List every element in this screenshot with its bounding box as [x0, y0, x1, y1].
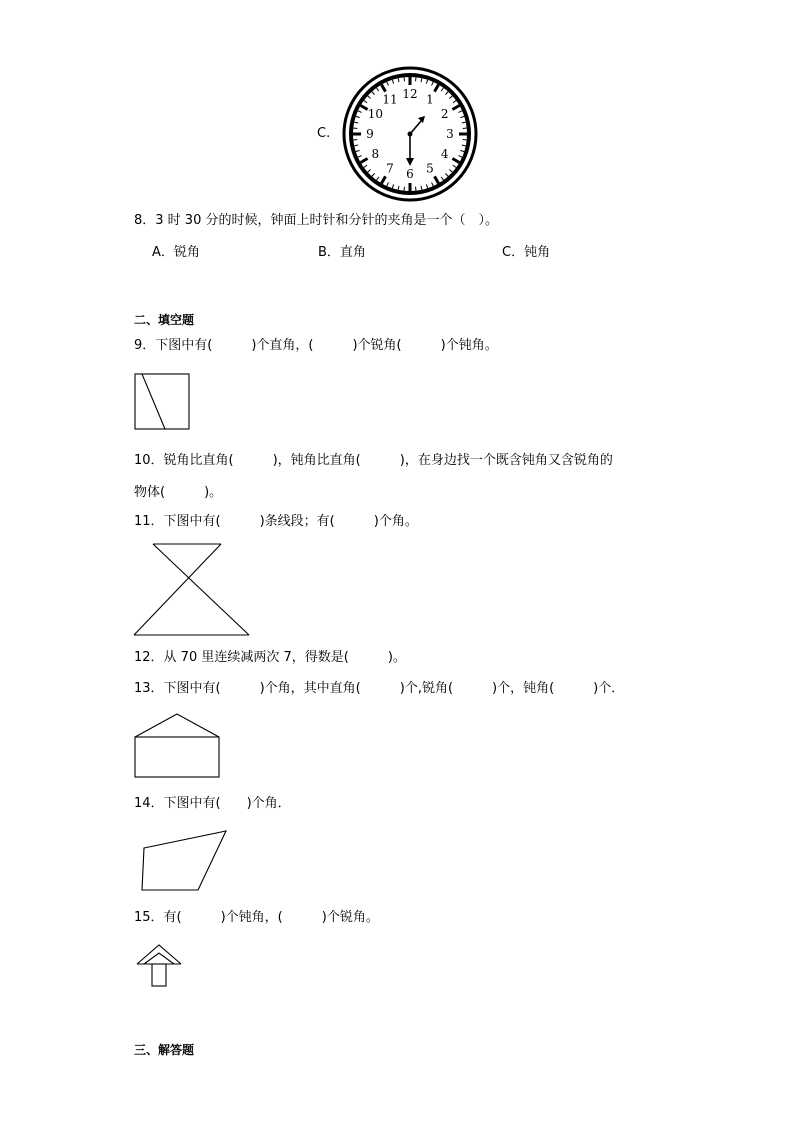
clock-minute-tick: [460, 116, 464, 117]
clock-minute-tick: [445, 92, 448, 95]
q9-question: 9．下图中有( )个直角，( )个锐角( )个钝角。: [134, 338, 498, 353]
clock-minute-tick: [372, 173, 375, 176]
clock-hour-tick: [361, 159, 368, 163]
clock-minute-tick: [460, 150, 464, 151]
clock-number: 7: [386, 161, 394, 176]
clock-minute-tick: [387, 82, 389, 86]
q15-figure: [136, 944, 186, 994]
q8-question: 8．3 时 30 分的时候，钟面上时针和分针的夹角是一个（ ）。: [134, 213, 498, 228]
clock-minute-tick: [372, 92, 375, 95]
clock-hour-tick: [452, 106, 459, 110]
clock-minute-tick: [441, 177, 443, 180]
clock-number: 11: [382, 92, 398, 107]
clock-hour-tick: [382, 176, 386, 183]
q9-figure: [134, 373, 194, 433]
q8-option-b: B．直角: [318, 245, 366, 260]
clock-number: 6: [406, 167, 414, 181]
clock-minute-tick: [441, 88, 443, 91]
clock-minute-tick: [354, 122, 358, 123]
clock-minute-tick: [356, 150, 360, 151]
clock-number: 10: [367, 107, 383, 121]
clock-minute-tick: [376, 177, 378, 180]
q8-option-a: A．锐角: [152, 245, 200, 260]
clock-minute-tick: [421, 78, 422, 82]
clock-minute-tick: [453, 165, 456, 167]
clock-minute-tick: [356, 116, 360, 117]
clock-minute-tick: [432, 82, 434, 86]
q8-option-c: C．钝角: [502, 245, 551, 260]
clock-hour-tick: [435, 85, 439, 92]
clock-minute-tick: [458, 111, 462, 113]
q10-line1: 10．锐角比直角( )，钝角比直角( )，在身边找一个既含钝角又含锐角的: [134, 453, 613, 468]
clock-minute-tick: [458, 156, 462, 158]
q11-question: 11．下图中有( )条线段；有( )个角。: [134, 514, 418, 529]
clock-minute-tick: [426, 184, 427, 188]
q12-question: 12．从 70 里连续减两次 7，得数是( )。: [134, 650, 406, 665]
clock-minute-tick: [354, 145, 358, 146]
clock-number: 3: [446, 127, 454, 141]
q15-question: 15．有( )个钝角，( )个锐角。: [134, 910, 379, 925]
section-2-title: 二、填空题: [134, 313, 195, 327]
clock-figure: [340, 66, 480, 206]
clock-minute-tick: [421, 186, 422, 190]
clock-number: 8: [371, 147, 380, 161]
clock-minute-tick: [392, 80, 393, 84]
clock-minute-tick: [398, 78, 399, 82]
clock-minute-tick: [387, 182, 389, 186]
clock-hour-tick: [382, 85, 386, 92]
section-3-title: 三、解答题: [134, 1043, 195, 1057]
clock-minute-tick: [358, 111, 362, 113]
clock-minute-tick: [358, 156, 362, 158]
clock-number: 4: [440, 147, 449, 161]
clock-hour-tick: [435, 176, 439, 183]
clock-number: 5: [426, 161, 434, 176]
clock-minute-tick: [453, 100, 456, 102]
clock-minute-tick: [449, 96, 452, 99]
clock-number: 9: [366, 127, 374, 141]
clock-minute-tick: [462, 145, 466, 146]
clock-hour-tick: [361, 106, 368, 110]
q13-question: 13．下图中有( )个角，其中直角( )个,锐角( )个，钝角( )个．: [134, 681, 625, 696]
clock-hour-tick: [452, 159, 459, 163]
clock-minute-tick: [368, 169, 371, 172]
clock-minute-tick: [445, 173, 448, 176]
clock-number: 1: [426, 92, 434, 107]
clock-minute-tick: [368, 96, 371, 99]
clock-minute-tick: [462, 122, 466, 123]
clock-minute-tick: [392, 184, 393, 188]
clock-minute-tick: [426, 80, 427, 84]
q7-option-c-label: C.: [317, 126, 331, 141]
clock-minute-tick: [364, 165, 367, 167]
clock-number: 12: [402, 87, 418, 101]
q14-figure: [141, 830, 231, 892]
q10-line2: 物体( )。: [134, 485, 223, 500]
clock-minute-tick: [364, 100, 367, 102]
clock-minute-tick: [376, 88, 378, 91]
q11-figure: [133, 543, 253, 638]
q14-question: 14．下图中有( )个角．: [134, 796, 291, 811]
clock-minute-tick: [398, 186, 399, 190]
clock-minute-tick: [449, 169, 452, 172]
clock-number: 2: [440, 107, 449, 121]
clock-minute-tick: [432, 182, 434, 186]
q13-figure: [134, 713, 224, 779]
